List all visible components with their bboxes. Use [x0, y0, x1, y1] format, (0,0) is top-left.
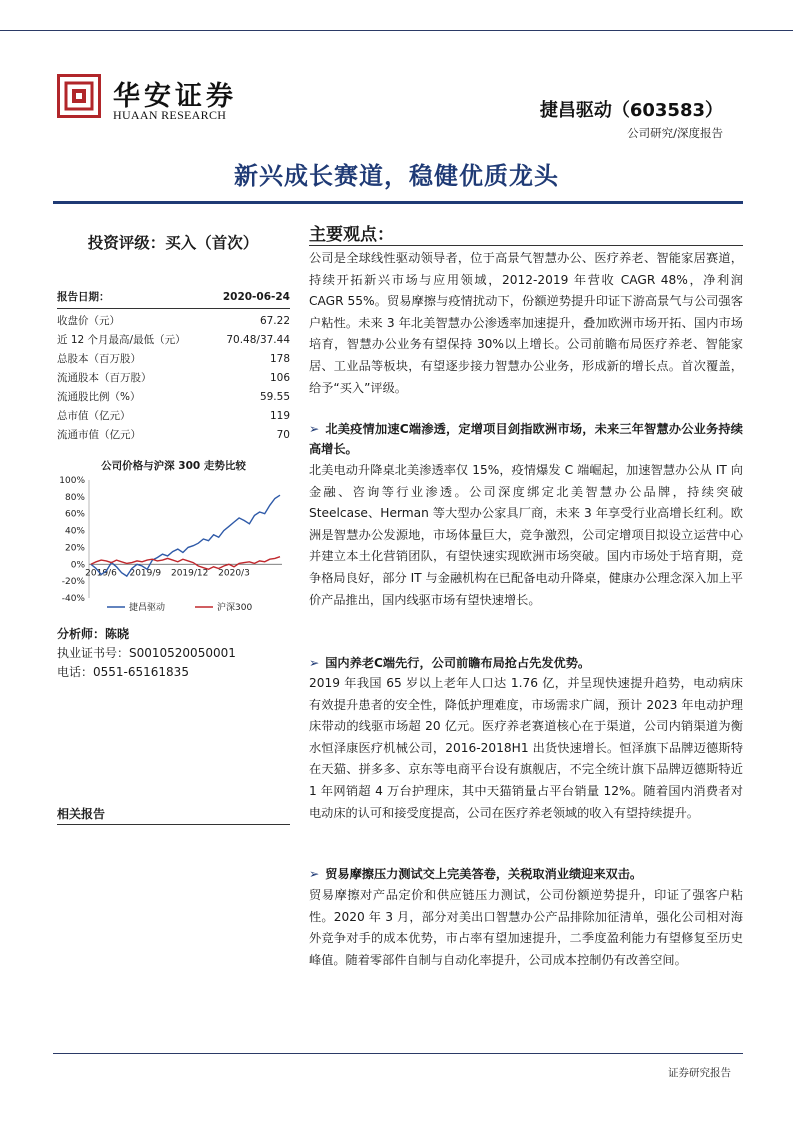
- chart-title: 公司价格与沪深 300 走势比较: [101, 460, 246, 472]
- report-date-label: 报告日期：: [57, 291, 110, 303]
- related-reports-heading: 相关报告: [57, 807, 106, 821]
- row-label: 流通股本（百万股）: [57, 372, 152, 384]
- title-divider: [53, 201, 743, 204]
- related-divider: [57, 824, 290, 825]
- price-chart: [57, 472, 290, 617]
- brand-logo-icon: [57, 74, 101, 118]
- x-tick-label: 2019/12: [170, 568, 209, 579]
- section-heading-text: 贸易摩擦压力测试交上完美答卷，关税取消业绩迎来双击。: [325, 867, 643, 881]
- table-row: [57, 388, 290, 407]
- section-heading: [309, 864, 743, 884]
- row-label: 总股本（百万股）: [57, 353, 141, 365]
- main-heading-divider: [309, 245, 743, 246]
- y-tick-label: -40%: [61, 594, 85, 604]
- section-heading: [309, 419, 743, 459]
- row-label: 流通市值（亿元）: [57, 429, 141, 441]
- row-value: 70.48/37.44: [226, 334, 290, 346]
- main-heading: 主要观点：: [309, 225, 394, 245]
- row-label: 总市值（亿元）: [57, 410, 131, 422]
- brand-name-en: HUAAN RESEARCH: [113, 108, 227, 122]
- x-tick-label: 2019/9: [129, 568, 162, 579]
- table-row: [57, 369, 290, 388]
- section-paragraph: 贸易摩擦对产品定价和供应链压力测试，公司份额逆势提升，印证了强客户粘性。2020 年 3 月，部分对美出口智慧办公产品排除加征清单，强化公司相对海外竞争对手的成本优势，市占率有望加速提升，二季度盈利能力有望修复至历史峰值。随着零部件自制与自动化率提升，公司成本控制仍有改善空间。: [309, 888, 743, 967]
- table-row: [57, 407, 290, 426]
- table-row: [57, 331, 290, 350]
- y-tick-label: -20%: [61, 577, 85, 588]
- investment-rating: 投资评级：买入（首次）: [87, 233, 259, 252]
- analyst-info: [57, 625, 236, 682]
- section-heading-text: 国内养老C端先行，公司前瞻布局抢占先发优势。: [325, 656, 591, 670]
- row-label: 收盘价（元）: [57, 315, 120, 327]
- report-date-value: 2020-06-24: [222, 291, 290, 303]
- row-label: 近 12 个月最高/最低（元）: [57, 334, 186, 346]
- price-chart-svg: [57, 472, 290, 617]
- triangle-bullet-icon: ➢: [309, 422, 320, 436]
- footer-divider: [53, 1053, 743, 1054]
- seal-icon: [60, 77, 98, 115]
- y-tick-label: 40%: [64, 526, 85, 537]
- y-tick-label: 80%: [64, 492, 85, 503]
- row-value: 106: [269, 372, 290, 384]
- x-tick-label: 2019/6: [85, 568, 117, 579]
- analyst-license: 执业证书号：S0010520050001: [57, 646, 236, 660]
- row-value: 119: [269, 410, 290, 422]
- top-border: [0, 30, 793, 31]
- analyst-name: 分析师：陈晓: [57, 627, 130, 641]
- x-tick-label: 2020/3: [218, 568, 250, 579]
- footer-label: 证券研究报告: [668, 1067, 731, 1079]
- table-row: [57, 312, 290, 331]
- y-tick-label: 20%: [64, 543, 85, 554]
- y-tick-label: 60%: [64, 509, 85, 520]
- stock-info-table: [57, 286, 290, 445]
- report-title: 新兴成长赛道，稳健优质龙头: [234, 161, 559, 190]
- row-value: 178: [269, 353, 290, 365]
- brand-name-cn: 华安证券: [113, 81, 237, 112]
- row-value: 67.22: [259, 315, 290, 327]
- y-tick-label: 100%: [59, 476, 85, 486]
- intro-paragraph: 公司是全球线性驱动领导者，位于高景气智慧办公、医疗养老、智能家居赛道，持续开拓新兴市场与应用领域，2012-2019 年营收 CAGR 48%，净利润 CAGR 55%。贸易摩擦与疫情扰动下，份额逆势提升印证下游高景气与公司强客户粘性。未来 3 年北美智慧办公渗透率加速提升，叠加欧洲市场开拓、国内市场培育，智慧办公业务有望保持 30%以上增长。公司前瞻布局医疗养老、智能家居、工业品等板块，有望逐步接力智慧办公业务，形成新的增长点。首次覆盖，给予“买入”评级。: [309, 251, 743, 395]
- table-row: [57, 350, 290, 369]
- section-paragraph: 北美电动升降桌北美渗透率仅 15%，疫情爆发 C 端崛起，加速智慧办公从 IT 向金融、咨询等行业渗透。公司深度绑定北美智慧办公品牌，持续突破 Steelcase、Herman 等大型办公家具厂商，未来 3 年享受行业高增长红利。欧洲是智慧办公发源地，市场体量巨大，竞争激烈，公司定增项目拟设立运营中心并建立本土化营销团队，有望快速实现欧洲市场突破。国内市场处于培育期，竞争格局良好，部分 IT 与金融机构在已配备电动升降桌，健康办公理念深入加上平价产品推出，国内线驱市场有望快速增长。: [309, 463, 743, 607]
- section-heading: [309, 653, 743, 673]
- legend-label: 捷昌驱动: [129, 603, 166, 613]
- legend-label: 沪深300: [217, 603, 253, 613]
- section-paragraph: 2019 年我国 65 岁以上老年人口达 1.76 亿，并呈现快速提升趋势，电动病床有效提升患者的安全性，降低护理难度，市场需求广阔，预计 2023 年电动护理床带动的线驱市场超 20 亿元。医疗养老赛道核心在于渠道，公司内销渠道为衡水恒泽康医疗机械公司，2016-2018H1 出货快速增长。恒泽旗下品牌迈德斯特在天猫、拼多多、京东等电商平台设有旗舰店，不完全统计旗下品牌迈德斯特近 1 年网销超 4 万台护理床，其中天猫销量占平台销量 12%。随着国内消费者对电动床的认可和接受度提高，公司在医疗养老领域的收入有望持续提升。: [309, 676, 743, 820]
- analyst-phone: 电话：0551-65161835: [57, 665, 189, 679]
- row-value: 70: [276, 429, 290, 441]
- report-type: 公司研究/深度报告: [627, 126, 723, 140]
- y-tick-label: 0%: [70, 560, 85, 571]
- company-name: 捷昌驱动（603583）: [539, 100, 723, 121]
- report-date-row: [57, 286, 290, 309]
- row-label: 流通股比例（%）: [57, 391, 141, 403]
- section-heading-text: 北美疫情加速C端渗透，定增项目剑指欧洲市场，未来三年智慧办公业务持续高增长。: [309, 422, 743, 456]
- row-value: 59.55: [259, 391, 290, 403]
- table-row: [57, 426, 290, 445]
- triangle-bullet-icon: ➢: [309, 867, 320, 881]
- triangle-bullet-icon: ➢: [309, 656, 320, 670]
